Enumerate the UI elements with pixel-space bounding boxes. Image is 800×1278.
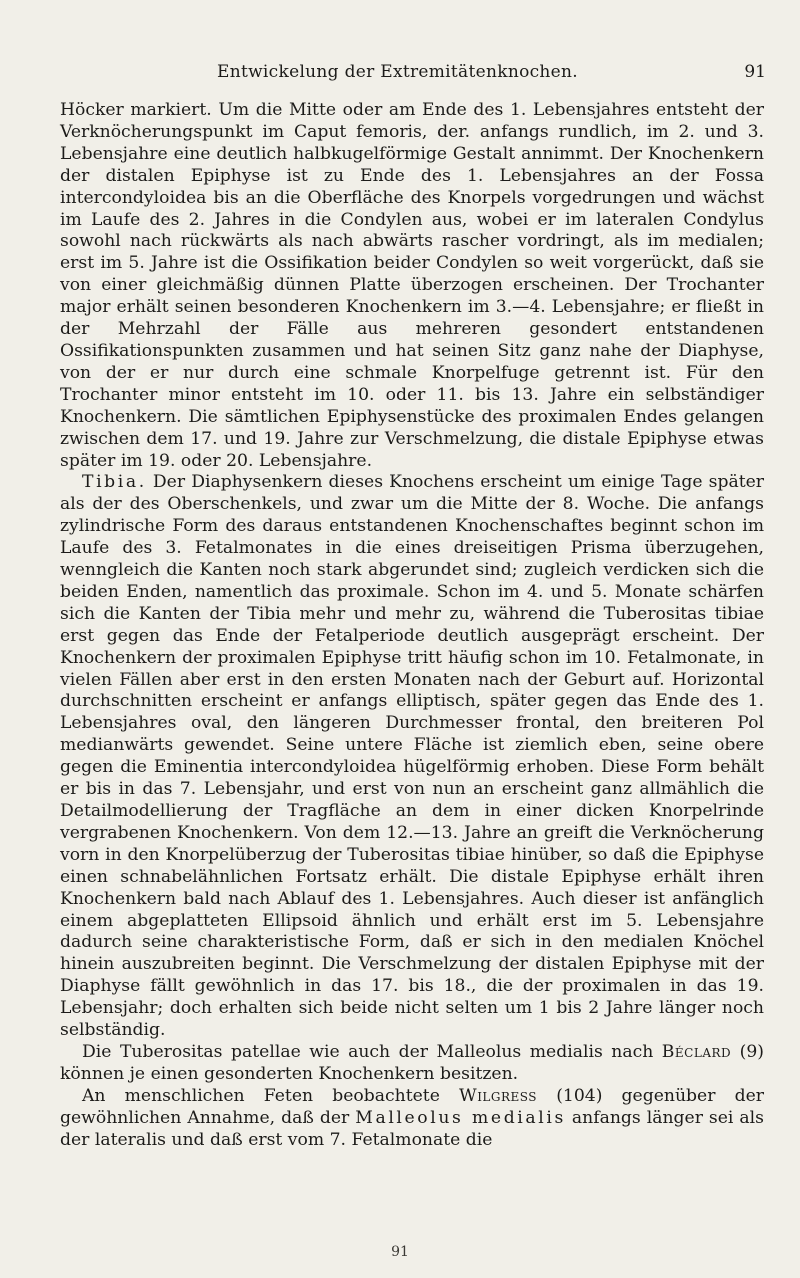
footer-page-number: 91: [391, 1244, 409, 1260]
header-page-number: 91: [744, 62, 766, 82]
author-wilgress: Wilgress: [459, 1085, 538, 1106]
spaced-term-malleolus: Malleolus medialis: [355, 1107, 566, 1128]
running-header: Entwickelung der Extremitätenknochen.: [216, 62, 578, 82]
paragraph-femur: Höcker markiert. Um die Mitte oder am Ende des 1. Lebensjahres entsteht der Verknöcherungspunkt im Caput femoris, der. anfangs rundlich, im 2. und 3. Lebensjahre eine deutlich halbkugelförmige Gestalt annimmt. Der Knochenkern der distalen Epiphyse ist zu Ende des 1. Lebensjahres an der Fossa intercondyloidea bis an die Oberfläche des Knorpels vorgedrungen und wächst im Laufe des 2. Jahres in die Condylen aus, wobei er im lateralen Condylus sowohl nach rückwärts als nach abwärts rascher vordringt, als im medialen; erst im 5. Jahre ist die Ossifikation beider Condylen so weit vorgerückt, daß sie von einer gleichmäßig dünnen Platte überzogen erscheinen. Der Trochanter major erhält seinen besonderen Knochenkern im 3.—4. Lebensjahre; er fließt in der Mehrzahl der Fälle aus mehreren gesondert entstandenen Ossifikationspunkten zusammen und hat seinen Sitz ganz nahe der Diaphyse, von der er nur durch eine schmale Knorpelfuge getrennt ist. Für den Trochanter minor entsteht im 10. oder 11. bis 13. Jahre ein selbständiger Knochenkern. Die sämtlichen Epiphysenstücke des proximalen Endes gelangen zwischen dem 17. und 19. Jahre zur Verschmelzung, die distale Epiphyse etwas später im 19. oder 20. Lebensjahre.: [60, 100, 764, 471]
paragraph-tuberositas: [60, 1042, 764, 1086]
section-head-tibia: Tibia.: [82, 472, 147, 493]
text-run: An menschlichen Feten beobachtete: [82, 1085, 440, 1106]
author-beclard: Béclard: [661, 1041, 732, 1062]
tibia-text: Der Diaphysenkern dieses Knochens erscheint um einige Tage später als der des Oberschenkels, und zwar um die Mitte der 8. Woche. Die anfangs zylindrische Form des daraus entstandenen Knochenschaftes beginnt schon im Laufe des 3. Fetalmonates in die eines dreiseitigen Prisma überzugehen, wenngleich die Kanten noch stark abgerundet sind; zugleich verdicken sich die beiden Enden, namentlich das proximale. Schon im 4. und 5. Monate schärfen sich die Kanten der Tibia mehr und mehr zu, während die Tuberositas tibiae erst gegen das Ende der Fetalperiode deutlich ausgeprägt erscheint. Der Knochenkern der proximalen Epiphyse tritt häufig schon im 10. Fetalmonate, in vielen Fällen aber erst in den ersten Monaten nach der Geburt auf. Horizontal durchschnitten erscheint er anfangs elliptisch, später gegen das Ende des 1. Lebensjahres oval, den längeren Durchmesser frontal, den breiteren Pol medianwärts gewendet. Seine untere Fläche ist ziemlich eben, seine obere gegen die Eminentia intercondyloidea hügelförmig erhoben. Diese Form behält er bis in das 7. Lebensjahr, und erst von nun an erscheint ganz allmählich die Detailmodellierung der Tragfläche an dem in einer dicken Knorpelrinde vergrabenen Knochenkern. Von dem 12.—13. Jahre an greift die Verknöcherung vorn in den Knorpelüberzug der Tuberositas tibiae hinüber, so daß die Epiphyse einen schnabelähnlichen Fortsatz erhält. Die distale Epiphyse erhält ihren Knochenkern bald nach Ablauf des 1. Lebensjahres. Auch dieser ist anfänglich einem abgeplatteten Ellipsoid ähnlich und erhält erst im 5. Lebensjahre dadurch seine charakteristische Form, daß er sich in den medialen Knöchel hinein auszubreiten beginnt. Die Verschmelzung der distalen Epiphyse mit der Diaphyse fällt gewöhnlich in das 17. bis 18., die der proximalen in das 19. Lebensjahr; doch erhalten sich beide nicht selten um 1 bis 2 Jahre länger noch selbständig.: [60, 472, 764, 1041]
text-run: anfangs länger sei als der lateralis und daß erst vom 7. Fetalmonate die: [60, 1107, 764, 1150]
text-run: Die Tuberositas patellae wie auch der Malleolus medialis nach: [82, 1041, 654, 1062]
paragraph-tibia: [60, 472, 764, 1042]
text-run: (9) können je einen gesonderten Knochenkern besitzen.: [60, 1041, 765, 1084]
paragraph-malleolus: [60, 1086, 764, 1152]
text-run: (104) gegenüber der gewöhnlichen Annahme, daß der: [60, 1085, 764, 1128]
body-text: [60, 100, 764, 1152]
